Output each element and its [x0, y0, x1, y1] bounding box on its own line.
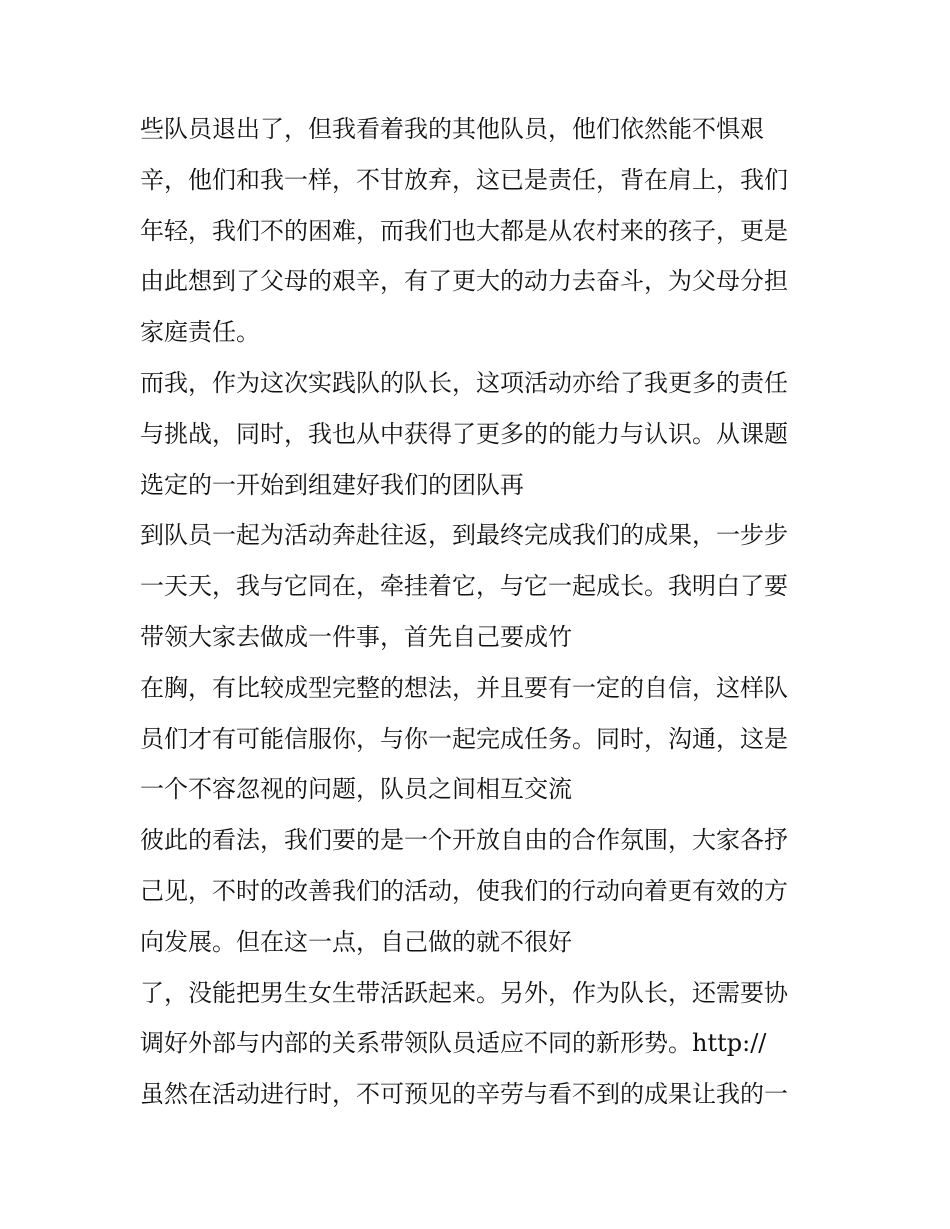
text-line: 带领大家去做成一件事，首先自己要成竹: [140, 622, 572, 651]
text-line: 与挑战，同时，我也从中获得了更多的的能力与认识。从课题: [140, 419, 788, 448]
text-line: 虽然在活动进行时，不可预见的辛劳与看不到的成果让我的一: [140, 1080, 788, 1109]
text-line: 年轻，我们不的困难，而我们也大都是从农村来的孩子，更是: [140, 216, 788, 245]
text-line: 到队员一起为活动奔赴往返，到最终完成我们的成果，一步步: [140, 521, 788, 550]
text-line: 家庭责任。: [140, 318, 260, 347]
text-line: 辛，他们和我一样，不甘放弃，这已是责任，背在肩上，我们: [140, 165, 788, 194]
text-line: 了，没能把男生女生带活跃起来。另外，作为队长，还需要协: [140, 978, 788, 1007]
body-text: [140, 104, 820, 1120]
text-line: 在胸，有比较成型完整的想法，并且要有一定的自信，这样队: [140, 673, 788, 702]
text-line: 彼此的看法，我们要的是一个开放自由的合作氛围，大家各抒: [140, 826, 788, 855]
text-line: 由此想到了父母的艰辛，有了更大的动力去奋斗，为父母分担: [140, 267, 788, 296]
text-line: 一天天，我与它同在，牵挂着它，与它一起成长。我明白了要: [140, 572, 788, 601]
text-line: 己见，不时的改善我们的活动，使我们的行动向着更有效的方: [140, 876, 788, 905]
text-line: 员们才有可能信服你，与你一起完成任务。同时，沟通，这是: [140, 724, 788, 753]
text-line: 调好外部与内部的关系带领队员适应不同的新形势。http://: [140, 1029, 767, 1058]
text-line: 些队员退出了，但我看着我的其他队员，他们依然能不惧艰: [140, 115, 764, 143]
text-line: 而我，作为这次实践队的队长，这项活动亦给了我更多的责任: [140, 368, 788, 397]
text-line: 一个不容忽视的问题，队员之间相互交流: [140, 775, 572, 804]
text-line: 向发展。但在这一点，自己做的就不很好: [140, 927, 572, 956]
text-line: 选定的一开始到组建好我们的团队再: [140, 470, 524, 499]
